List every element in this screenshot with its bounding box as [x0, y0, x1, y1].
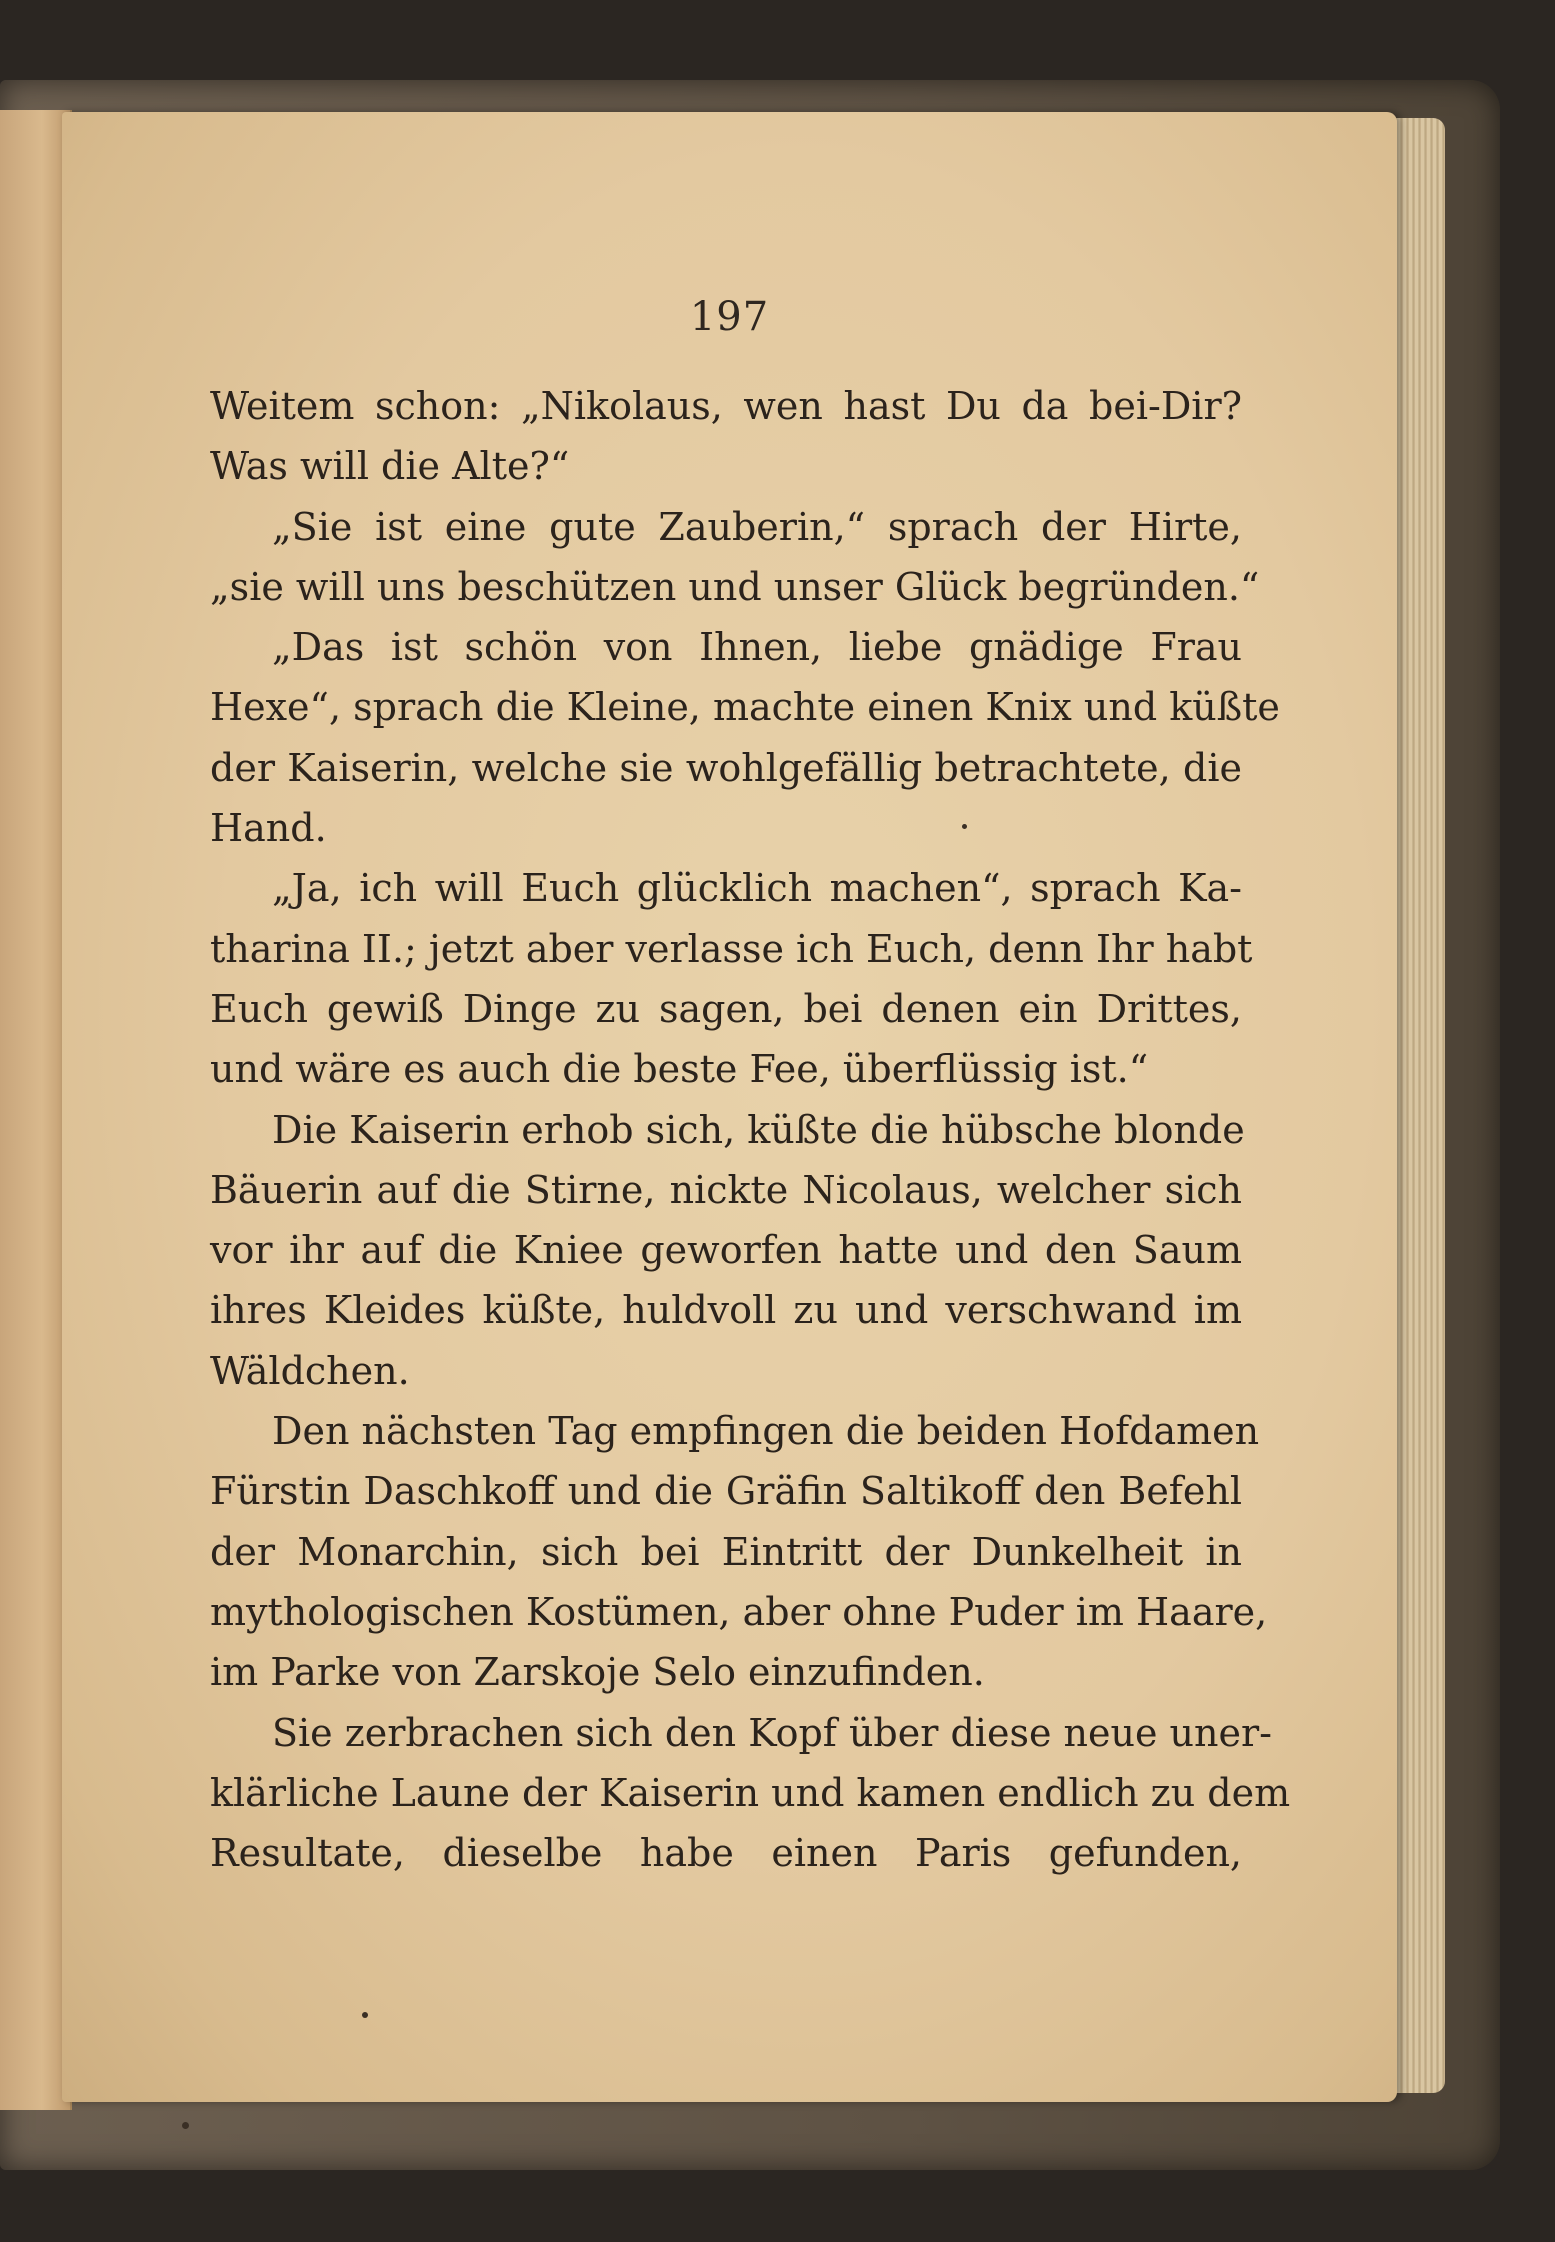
page-text [210, 376, 1291, 1883]
text-line: und wäre es auch die beste Fee, überflüssig ist.“ [210, 1047, 1149, 1092]
text-line: „Ja, ich will Euch glücklich machen“, sprach Ka- [272, 866, 1242, 911]
text-line: Sie zerbrachen sich den Kopf über diese neue uner- [272, 1710, 1272, 1755]
text-line: Hand. [210, 806, 327, 851]
text-line: Resultate, dieselbe habe einen Paris gefunden, [210, 1831, 1242, 1876]
book-page [62, 112, 1397, 2102]
text-line: Euch gewiß Dinge zu sagen, bei denen ein Drittes, [210, 986, 1242, 1031]
text-line: „Sie ist eine gute Zauberin,“ sprach der Hirte, [272, 504, 1242, 549]
text-line: ihres Kleides küßte, huldvoll zu und verschwand im [210, 1288, 1242, 1333]
text-line: der Monarchin, sich bei Eintritt der Dunkelheit in [210, 1529, 1242, 1574]
text-line: im Parke von Zarskoje Selo einzufinden. [210, 1650, 985, 1695]
paper-speck [962, 824, 967, 829]
text-line: Den nächsten Tag empfingen die beiden Hofdamen [272, 1409, 1260, 1454]
text-line: Weitem schon: „Nikolaus, wen hast Du da bei-Dir? [210, 384, 1242, 428]
text-line: Hexe“, sprach die Kleine, machte einen Knix und küßte [210, 685, 1280, 730]
text-line: vor ihr auf die Kniee geworfen hatte und den Saum [210, 1228, 1242, 1273]
text-line: Bäuerin auf die Stirne, nickte Nicolaus, welcher sich [210, 1167, 1242, 1212]
page-number: 197 [689, 294, 770, 340]
text-line: Die Kaiserin erhob sich, küßte die hübsche blonde [272, 1107, 1245, 1152]
text-line: klärliche Laune der Kaiserin und kamen endlich zu dem [210, 1770, 1291, 1815]
text-line: Wäldchen. [210, 1348, 410, 1393]
paper-speck [362, 2012, 368, 2018]
text-line: „sie will uns beschützen und unser Glück begründen.“ [210, 564, 1260, 609]
text-line: Fürstin Daschkoff und die Gräfin Saltikoff den Befehl [210, 1469, 1242, 1514]
paper-speck [182, 2122, 189, 2129]
text-line: tharina II.; jetzt aber verlasse ich Euch, denn Ihr habt [210, 926, 1253, 971]
text-line: Was will die Alte?“ [210, 444, 570, 489]
text-line: mythologischen Kostümen, aber ohne Puder im Haare, [210, 1589, 1268, 1634]
text-line: „Das ist schön von Ihnen, liebe gnädige Frau [272, 625, 1242, 670]
text-line: der Kaiserin, welche sie wohlgefällig betrachtete, die [210, 745, 1242, 790]
